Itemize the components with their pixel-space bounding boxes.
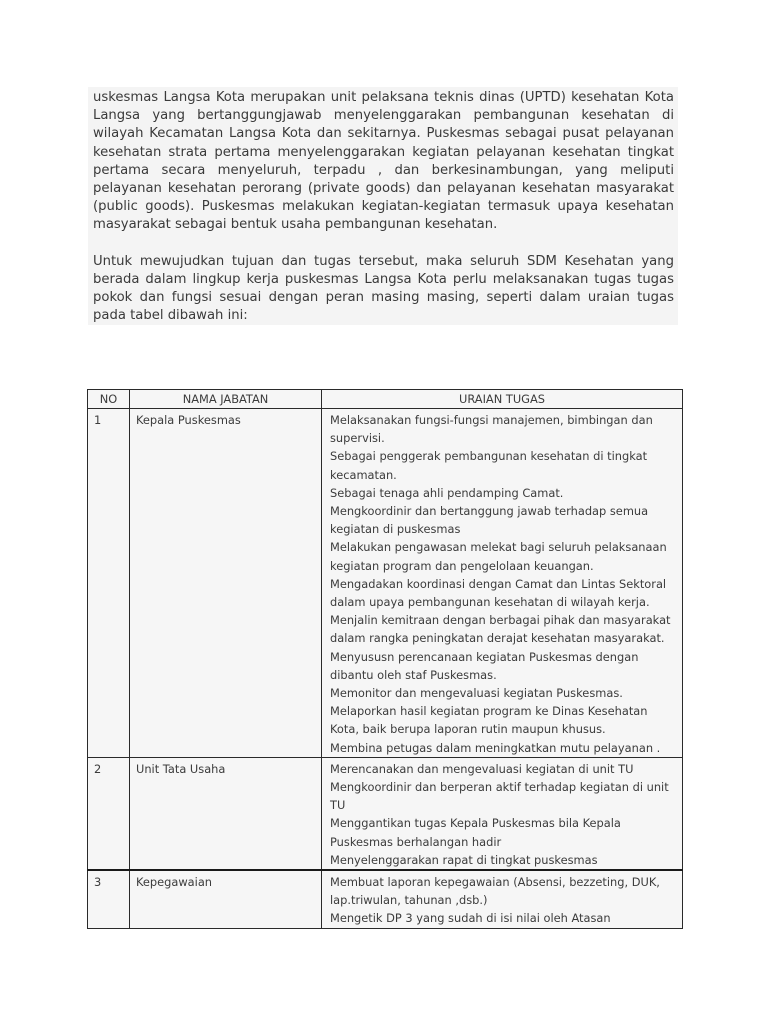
job-title: Kepegawaian <box>130 870 322 928</box>
table-row <box>88 757 683 870</box>
task-item: Sebagai tenaga ahli pendamping Camat. <box>330 485 564 500</box>
task-item: Melaporkan hasil kegiatan program ke Dinas Kesehatan Kota, baik berupa laporan rutin maupun khusus. <box>330 704 648 737</box>
task-item: Memonitor dan mengevaluasi kegiatan Puskesmas. <box>330 686 623 701</box>
task-item: Membuat laporan kepegawaian (Absensi, bezzeting, DUK, lap.triwulan, tahunan ,dsb.) <box>330 875 660 908</box>
table-row <box>88 870 683 928</box>
intro-text-block <box>88 87 678 325</box>
task-item: Melakukan pengawasan melekat bagi seluruh pelaksanaan kegiatan program dan pengelolaan keuangan. <box>330 540 667 573</box>
task-item: Melaksanakan fungsi-fungsi manajemen, bimbingan dan supervisi. <box>330 413 653 446</box>
header-no: NO <box>88 390 130 409</box>
job-title: Kepala Puskesmas <box>130 409 322 758</box>
task-list <box>322 409 683 758</box>
task-item: Menjalin kemitraan dengan berbagai pihak dan masyarakat dalam rangka peningkatan derajat kesehatan masyarakat. <box>330 613 671 646</box>
job-title: Unit Tata Usaha <box>130 757 322 870</box>
task-item: Sebagai penggerak pembangunan kesehatan di tingkat kecamatan. <box>330 449 648 482</box>
task-item: Menyususn perencanaan kegiatan Puskesmas dengan dibantu oleh staf Puskesmas. <box>330 649 639 682</box>
row-number: 2 <box>88 757 130 870</box>
table-header-row <box>88 390 683 409</box>
task-item: Menyelenggarakan rapat di tingkat puskesmas <box>330 852 598 867</box>
task-item: Membina petugas dalam meningkatkan mutu pelayanan . <box>330 740 661 755</box>
row-number: 3 <box>88 870 130 928</box>
task-item: Mengadakan koordinasi dengan Camat dan Lintas Sektoral dalam upaya pembangunan kesehatan di wilayah kerja. <box>330 576 667 610</box>
task-item: Mengkoordinir dan berperan aktif terhadap kegiatan di unit TU <box>330 780 669 813</box>
intro-paragraph-1: uskesmas Langsa Kota merupakan unit pelaksana teknis dinas (UPTD) kesehatan Kota Langsa yang bertanggungjawab menyelenggarakan pembangunan kesehatan di wilayah Kecamatan Langsa Kota dan sekitarnya. Puskesmas sebagai pusat pelayanan kesehatan strata pertama menyelenggarakan kegiatan pelayanan kesehatan tingkat pertama secara menyeluruh, terpadu , dan berkesinambungan, yang meliputi pelayanan kesehatan perorang (private goods) dan pelayanan kesehatan masyarakat (public goods). Puskesmas melakukan kegiatan-kegiatan termasuk upaya kesehatan masyarakat sebagai bentuk usaha pembangunan kesehatan. <box>93 90 674 233</box>
task-item: Menggantikan tugas Kepala Puskesmas bila Kepala Puskesmas berhalangan hadir <box>330 816 621 849</box>
task-list <box>322 757 683 870</box>
task-item: Mengetik DP 3 yang sudah di isi nilai oleh Atasan <box>330 911 611 926</box>
table-row <box>88 409 683 758</box>
task-item: Merencanakan dan mengevaluasi kegiatan di unit TU <box>330 761 634 776</box>
header-job-title: NAMA JABATAN <box>130 390 322 409</box>
job-description-table <box>87 389 683 929</box>
task-list <box>322 870 683 928</box>
header-task-description: URAIAN TUGAS <box>322 390 683 409</box>
task-item: Mengkoordinir dan bertanggung jawab terhadap semua kegiatan di puskesmas <box>330 504 649 537</box>
row-number: 1 <box>88 409 130 758</box>
intro-paragraph-2: Untuk mewujudkan tujuan dan tugas tersebut, maka seluruh SDM Kesehatan yang berada dalam lingkup kerja puskesmas Langsa Kota perlu melaksanakan tugas tugas pokok dan fungsi sesuai dengan peran masing masing, seperti dalam uraian tugas pada tabel dibawah ini: <box>93 253 674 324</box>
